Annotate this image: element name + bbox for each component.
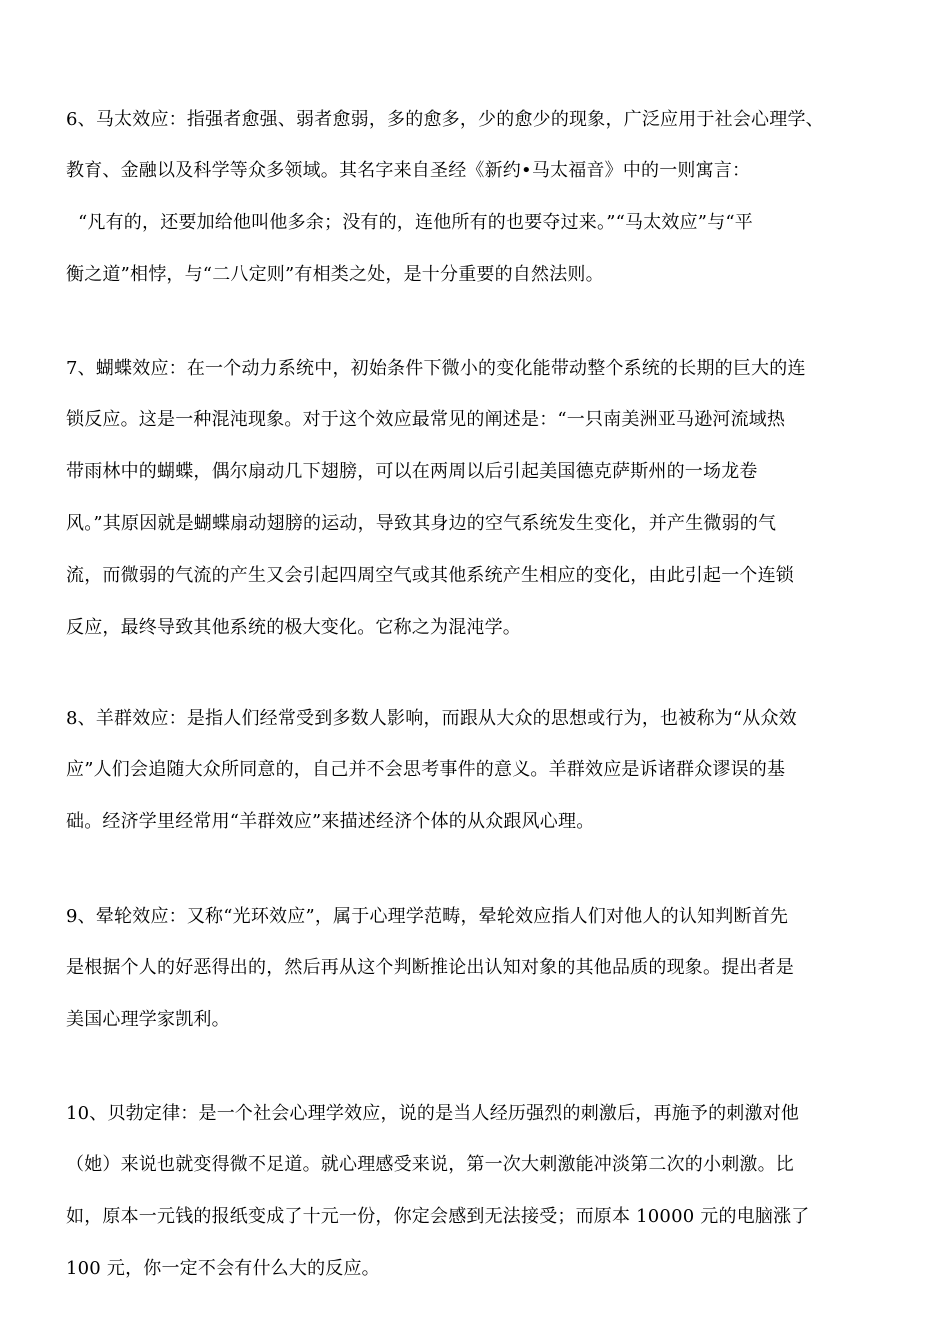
text-line: 10、贝勃定律：是一个社会心理学效应，说的是当人经历强烈的刺激后，再施予的刺激对他 [66,1103,800,1124]
text-line: 7、蝴蝶效应：在一个动力系统中，初始条件下微小的变化能带动整个系统的长期的巨大的连 [66,358,806,379]
text-line: 6、马太效应：指强者愈强、弱者愈弱，多的愈多，少的愈少的现象，广泛应用于社会心理学、 [66,109,824,130]
text-line: 流，而微弱的气流的产生又会引起四周空气或其他系统产生相应的变化，由此引起一个连锁 [66,565,794,586]
text-line: （她）来说也就变得微不足道。就心理感受来说，第一次大刺激能冲淡第二次的小刺激。比 [66,1154,794,1175]
text-line: 风。”其原因就是蝴蝶扇动翅膀的运动，导致其身边的空气系统发生变化，并产生微弱的气 [66,513,777,534]
text-line: 反应，最终导致其他系统的极大变化。它称之为混沌学。 [66,617,521,638]
text-line: 应”人们会追随大众所同意的，自己并不会思考事件的意义。羊群效应是诉诸群众谬误的基 [66,759,786,780]
text-line: 是根据个人的好恶得出的，然后再从这个判断推论出认知对象的其他品质的现象。提出者是 [66,957,794,978]
text-line: 100 元，你一定不会有什么大的反应。 [66,1258,380,1279]
text-line: 8、羊群效应：是指人们经常受到多数人影响，而跟从大众的思想或行为，也被称为“从众效 [66,708,797,729]
text-line: 9、晕轮效应：又称“光环效应”，属于心理学范畴，晕轮效应指人们对他人的认知判断首先 [66,906,789,927]
text-line: 衡之道”相悖，与“二八定则”有相类之处，是十分重要的自然法则。 [66,264,604,285]
text-line: 如，原本一元钱的报纸变成了十元一份，你定会感到无法接受；而原本 10000 元的电脑涨了 [66,1206,810,1227]
text-line: 锁反应。这是一种混沌现象。对于这个效应最常见的阐述是：“一只南美洲亚马逊河流域热 [66,409,786,430]
text-line: 美国心理学家凯利。 [66,1009,230,1030]
text-line: 带雨林中的蝴蝶，偶尔扇动几下翅膀，可以在两周以后引起美国德克萨斯州的一场龙卷 [66,461,758,482]
text-line: “凡有的，还要加给他叫他多余；没有的，连他所有的也要夺过来。”“马太效应”与“平 [78,212,754,233]
text-line: 教育、金融以及科学等众多领域。其名字来自圣经《新约•马太福音》中的一则寓言： [66,160,751,181]
text-line: 础。经济学里经常用“羊群效应”来描述经济个体的从众跟风心理。 [66,811,595,832]
